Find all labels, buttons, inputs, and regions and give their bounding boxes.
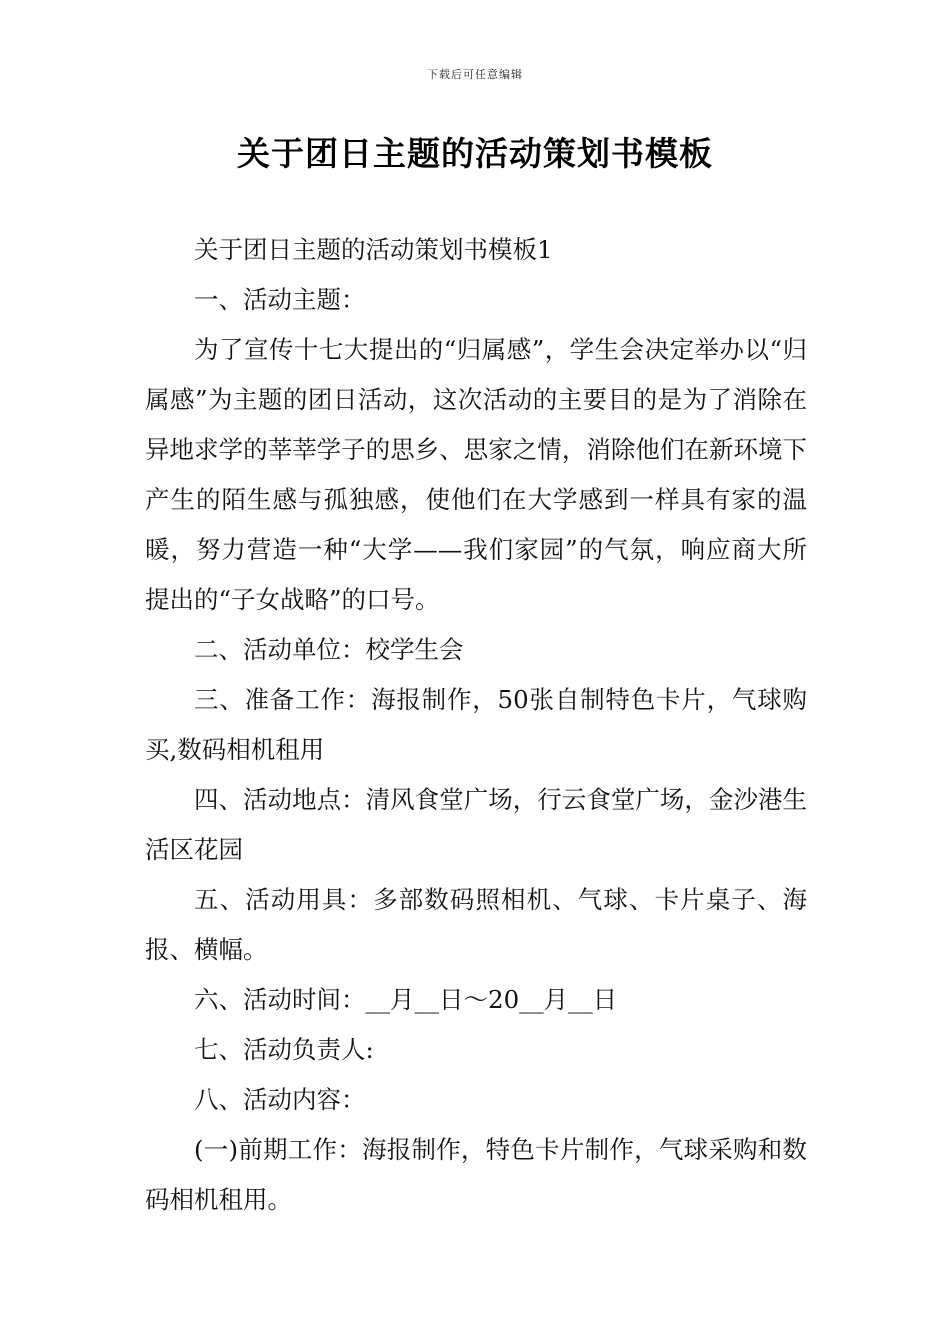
document-body — [145, 225, 807, 1225]
section-equipment: 五、活动用具：多部数码照相机、气球、卡片桌子、海报、横幅。 — [145, 885, 807, 964]
section-preliminary-work: (一)前期工作：海报制作，特色卡片制作，气球采购和数码相机租用。 — [145, 1135, 807, 1214]
section-content-heading: 八、活动内容： — [194, 1085, 366, 1114]
section-time: 六、活动时间：__月__日～20__月__日 — [194, 985, 618, 1014]
section-person-in-charge: 七、活动负责人: — [194, 1035, 374, 1064]
subtitle-paragraph: 关于团日主题的活动策划书模板1 — [194, 235, 553, 264]
section-organizer: 二、活动单位：校学生会 — [194, 635, 464, 664]
section-heading-theme: 一、活动主题： — [194, 285, 366, 314]
header-note: 下载后可任意编辑 — [427, 68, 523, 81]
document-title: 关于团日主题的活动策划书模板 — [237, 134, 713, 173]
theme-paragraph: 为了宣传十七大提出的“归属感”，学生会决定举办以“归属感”为主题的团日活动，这次活动的主要目的是为了消除在异地求学的莘莘学子的思乡、思家之情，消除他们在新环境下产生的陌生感与孤独感，使他们在大学感到一样具有家的温暖，努力营造一种“大学——我们家园”的气氛，响应商大所提出的“子女战略”的口号。 — [145, 335, 807, 614]
section-preparation: 三、准备工作：海报制作，50张自制特色卡片，气球购买,数码相机租用 — [145, 685, 807, 764]
section-location: 四、活动地点：清风食堂广场，行云食堂广场，金沙港生活区花园 — [145, 785, 807, 864]
